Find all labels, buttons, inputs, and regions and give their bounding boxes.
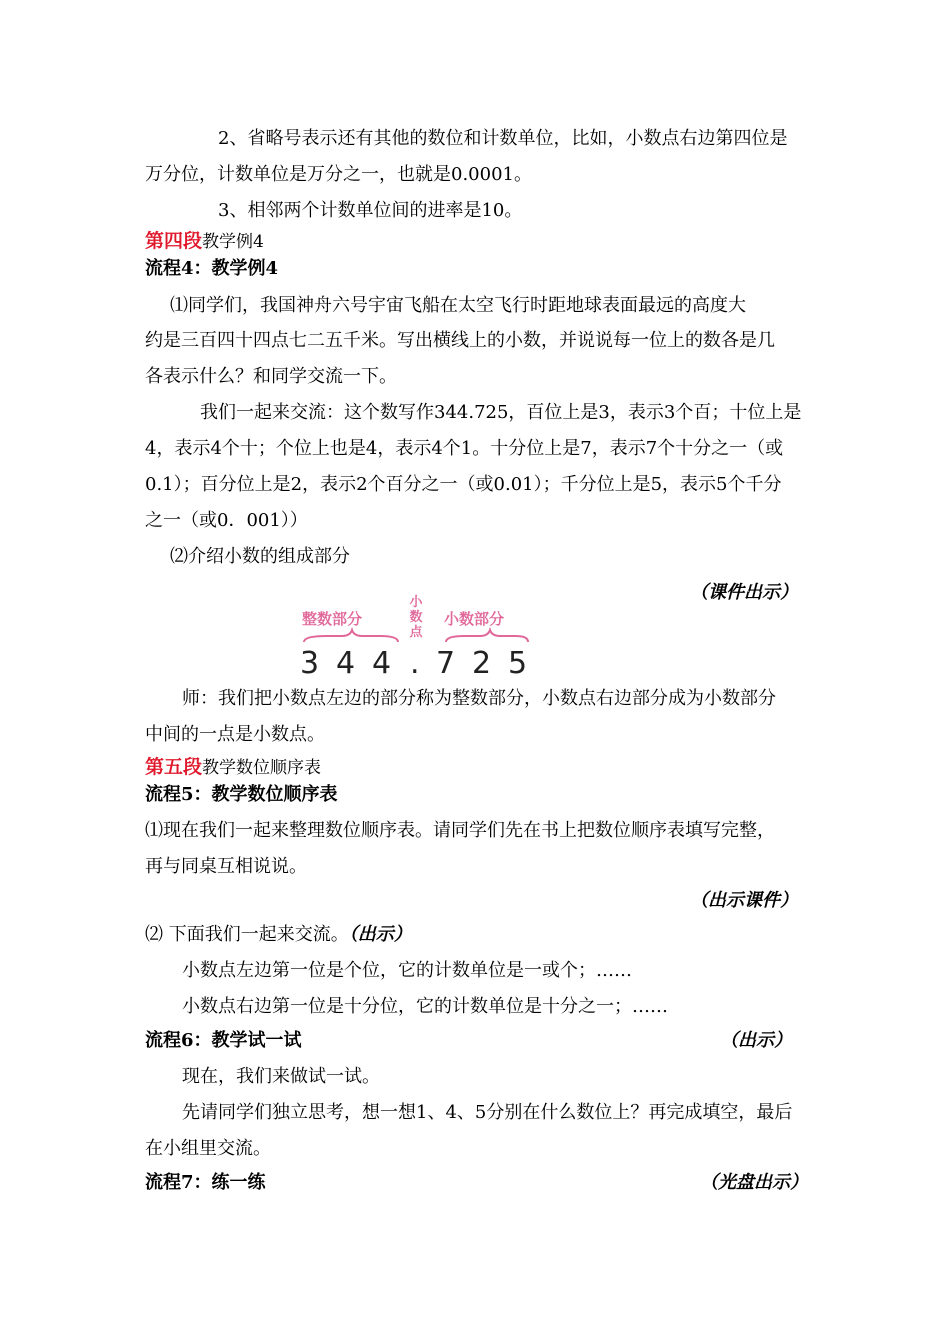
text-line: 现在，我们来做试一试。 bbox=[182, 1066, 380, 1087]
point-label-char: 小 bbox=[409, 595, 423, 610]
section-label: 第五段 bbox=[145, 756, 203, 778]
inline-note: （出示） bbox=[348, 924, 412, 945]
text-line: 之一（或0．001）） bbox=[145, 510, 308, 531]
text-line: 再与同桌互相说说。 bbox=[145, 856, 307, 877]
text-line: 4，表示4个十；个位上也是4，表示4个1。十分位上是7，表示7个十分之一（或 bbox=[145, 438, 784, 459]
text-line: 3、相邻两个计数单位间的进率是10。 bbox=[218, 200, 523, 221]
flow-heading: 流程7：练一练 bbox=[145, 1172, 266, 1193]
text-line: 0.1）；百分位上是2，表示2个百分之一（或0.01）；千分位上是5，表示5个千分 bbox=[145, 474, 782, 495]
point-label-char: 点 bbox=[409, 625, 423, 640]
text-line: 中间的一点是小数点。 bbox=[145, 724, 325, 745]
text-line: ⑵介绍小数的组成部分 bbox=[170, 546, 350, 567]
integer-part-label: 整数部分 bbox=[302, 610, 363, 628]
text-line: 师：我们把小数点左边的部分称为整数部分，小数点右边部分成为小数部分 bbox=[182, 688, 776, 709]
courseware-note: （出示） bbox=[720, 1030, 792, 1051]
integer-brace bbox=[304, 630, 398, 642]
digit: 2 bbox=[472, 646, 493, 681]
section-label: 第四段 bbox=[145, 230, 203, 252]
decimal-brace bbox=[446, 630, 528, 642]
text-line: 小数点左边第一位是个位，它的计数单位是一或个；…… bbox=[182, 960, 632, 981]
digit: 7 bbox=[436, 646, 457, 681]
text-line: 2、省略号表示还有其他的数位和计数单位，比如，小数点右边第四位是 bbox=[218, 128, 788, 149]
section-heading-4 bbox=[145, 230, 264, 253]
courseware-note: （课件出示） bbox=[690, 582, 798, 603]
text-line: 小数点右边第一位是十分位，它的计数单位是十分之一；…… bbox=[182, 996, 668, 1017]
flow-heading: 流程6：教学试一试 bbox=[145, 1030, 302, 1051]
digit: 5 bbox=[508, 646, 529, 681]
section-title: 教学例4 bbox=[202, 232, 264, 252]
digit: 3 bbox=[300, 646, 321, 681]
digit: 4 bbox=[336, 646, 357, 681]
decimal-parts-figure bbox=[296, 592, 532, 684]
text-line: 我们一起来交流：这个数写作344.725，百位上是3，表示3个百；十位上是 bbox=[200, 402, 802, 423]
flow-heading: 流程5：教学数位顺序表 bbox=[145, 784, 338, 805]
section-heading-5 bbox=[145, 756, 321, 779]
text-segment: ⑵ 下面我们一起来交流。 bbox=[145, 924, 349, 945]
decimal-part-label: 小数部分 bbox=[444, 610, 505, 628]
text-line: 在小组里交流。 bbox=[145, 1138, 271, 1159]
text-line: 各表示什么？和同学交流一下。 bbox=[145, 366, 397, 387]
text-line bbox=[145, 924, 412, 946]
text-line: 先请同学们独立思考，想一想1、4、5分别在什么数位上？再完成填空，最后 bbox=[182, 1102, 793, 1123]
flow-heading: 流程4：教学例4 bbox=[145, 258, 279, 279]
text-line: 约是三百四十四点七二五千米。写出横线上的小数，并说说每一位上的数各是几 bbox=[145, 330, 775, 351]
courseware-note: （光盘出示） bbox=[700, 1172, 808, 1193]
digit: 4 bbox=[372, 646, 393, 681]
point-label-char: 数 bbox=[409, 610, 423, 625]
courseware-note: （出示课件） bbox=[690, 890, 798, 911]
decimal-point: . bbox=[410, 646, 421, 681]
section-title: 教学数位顺序表 bbox=[202, 758, 322, 778]
text-line: ⑴同学们，我国神舟六号宇宙飞船在太空飞行时距地球表面最远的高度大 bbox=[170, 295, 746, 316]
text-line: ⑴现在我们一起来整理数位顺序表。请同学们先在书上把数位顺序表填写完整， bbox=[145, 820, 775, 841]
text-line: 万分位，计数单位是万分之一，也就是0.0001。 bbox=[145, 164, 532, 185]
